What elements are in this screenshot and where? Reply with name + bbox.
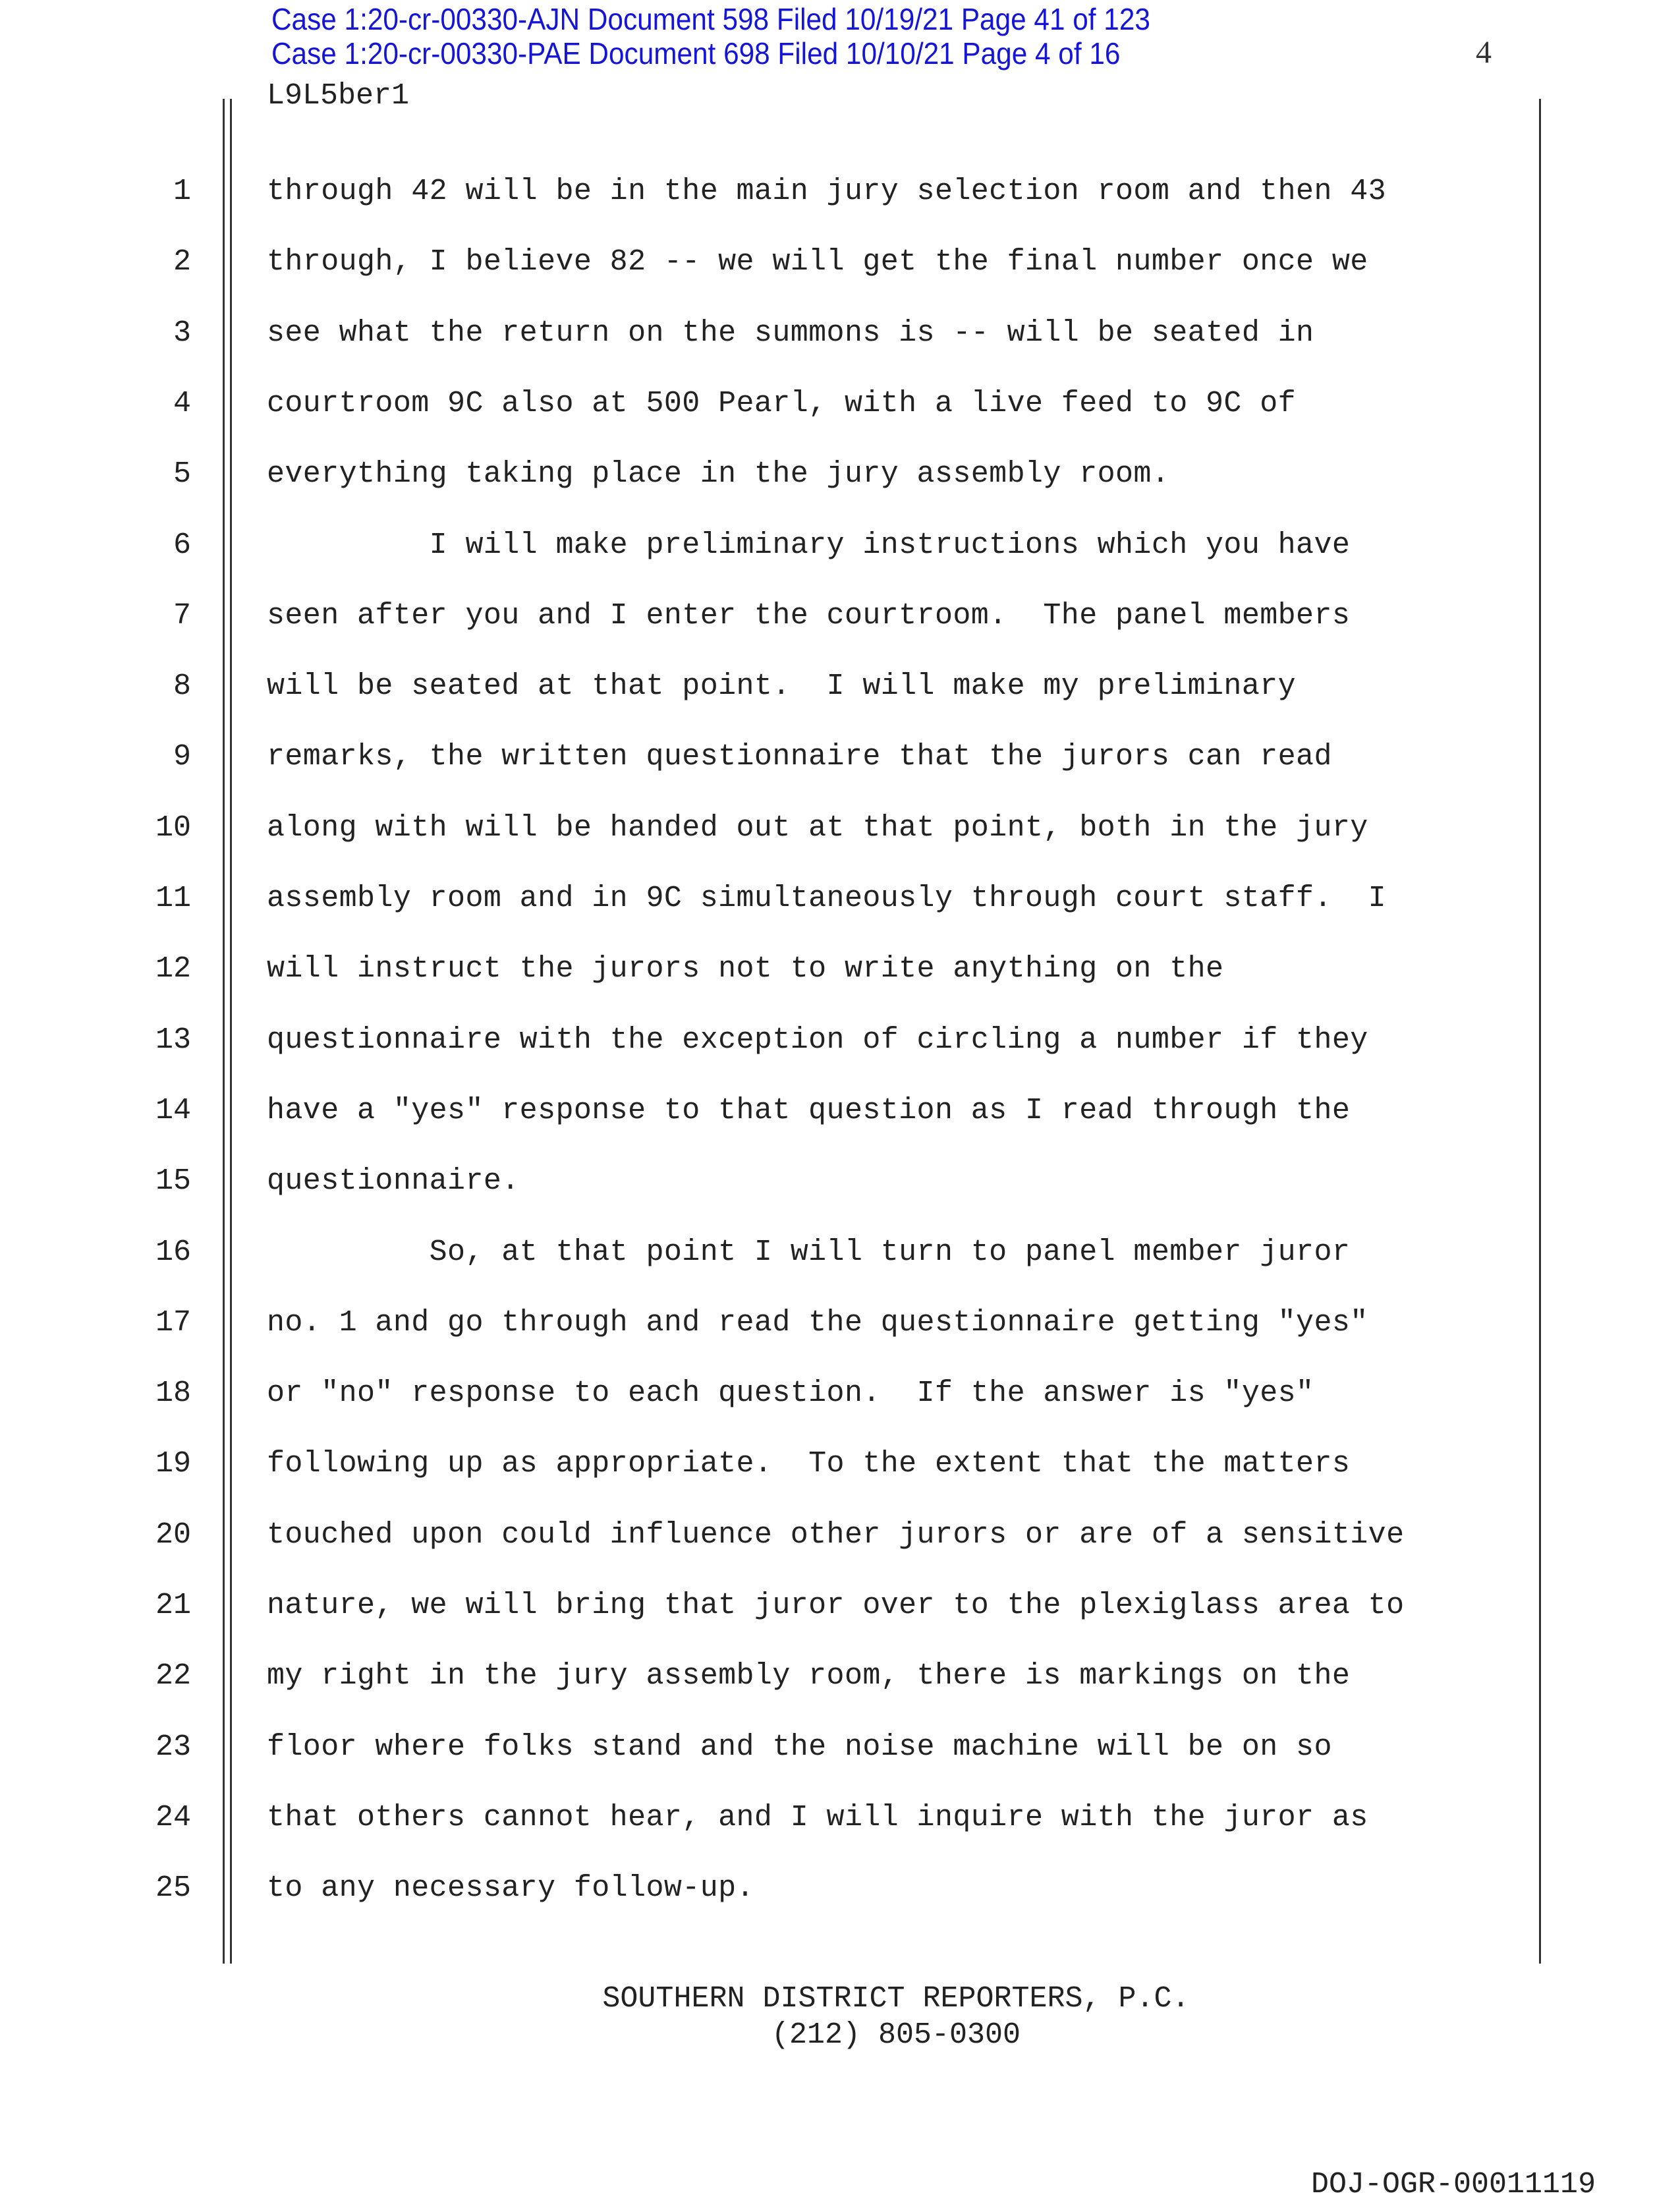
line-number: 11	[155, 882, 191, 915]
transcript-line: courtroom 9C also at 500 Pearl, with a live feed to 9C of	[267, 386, 1297, 420]
line-number: 25	[155, 1871, 191, 1906]
line-number: 23	[155, 1730, 191, 1764]
line-number: 24	[155, 1800, 191, 1834]
margin-line	[1539, 99, 1541, 1964]
page-number: 4	[1476, 35, 1492, 70]
line-number: 7	[173, 598, 191, 633]
line-number: 14	[155, 1093, 191, 1127]
line-number: 5	[173, 457, 191, 492]
line-number: 15	[155, 1164, 191, 1199]
filing-stamp-overlay: Case 1:20-cr-00330-PAE Document 698 Filed 10/10/21 Page 4 of 16	[271, 36, 1121, 71]
transcript-line: or "no" response to each question. If the answer is "yes"	[267, 1376, 1314, 1411]
transcript-line: to any necessary follow-up.	[267, 1871, 754, 1906]
transcript-line: floor where folks stand and the noise machine will be on so	[267, 1730, 1332, 1764]
transcript-line: my right in the jury assembly room, there is markings on the	[267, 1659, 1351, 1693]
line-number: 4	[173, 386, 191, 420]
transcript-line: see what the return on the summons is -- will be seated in	[267, 316, 1314, 350]
transcript-line: So, at that point I will turn to panel member juror	[267, 1235, 1351, 1269]
transcript-line: touched upon could influence other jurors or are of a sensitive	[267, 1517, 1405, 1552]
line-number: 6	[173, 528, 191, 562]
line-number: 12	[155, 952, 191, 986]
line-number: 13	[155, 1023, 191, 1057]
transcript-line: will be seated at that point. I will make my preliminary	[267, 669, 1297, 704]
line-number: 21	[155, 1589, 191, 1622]
transcript-line: through 42 will be in the main jury selection room and then 43	[267, 175, 1387, 208]
filing-stamp: Case 1:20-cr-00330-AJN Document 598 Filed 10/19/21 Page 41 of 123	[271, 2, 1150, 36]
transcript-line: remarks, the written questionnaire that the jurors can read	[267, 740, 1332, 774]
transcript-line: will instruct the jurors not to write anything on the	[267, 952, 1224, 986]
transcript-line: seen after you and I enter the courtroom. The panel members	[267, 598, 1351, 633]
transcript-line: everything taking place in the jury assembly room.	[267, 457, 1170, 492]
reporter-name: SOUTHERN DISTRICT REPORTERS, P.C.	[602, 1982, 1190, 2016]
transcript-line: have a "yes" response to that question as I read through the	[267, 1093, 1351, 1127]
reporter-phone: (212) 805-0300	[771, 2018, 1021, 2052]
transcript-line: along with will be handed out at that point, both in the jury	[267, 810, 1368, 845]
transcript-line: following up as appropriate. To the extent that the matters	[267, 1447, 1351, 1481]
line-number: 2	[173, 245, 191, 279]
line-number: 3	[173, 316, 191, 350]
transcript-line: through, I believe 82 -- we will get the final number once we	[267, 245, 1368, 279]
line-number: 8	[173, 669, 191, 704]
transcript-line: questionnaire with the exception of circling a number if they	[267, 1023, 1368, 1057]
line-number: 19	[155, 1447, 191, 1481]
line-number: 17	[155, 1305, 191, 1340]
bates-number: DOJ-OGR-00011119	[1311, 2168, 1596, 2201]
transcript-line: I will make preliminary instructions which you have	[267, 528, 1351, 562]
line-number: 22	[155, 1659, 191, 1693]
line-number: 1	[173, 175, 191, 208]
line-number: 9	[173, 740, 191, 774]
transcript-id: L9L5ber1	[267, 79, 410, 113]
transcript-line: questionnaire.	[267, 1164, 520, 1199]
margin-line	[230, 99, 232, 1964]
margin-line	[223, 99, 225, 1964]
line-number: 20	[155, 1517, 191, 1552]
line-number: 10	[155, 810, 191, 845]
transcript-line: assembly room and in 9C simultaneously through court staff. I	[267, 882, 1387, 915]
transcript-line: no. 1 and go through and read the questionnaire getting "yes"	[267, 1305, 1368, 1340]
transcript-line: that others cannot hear, and I will inquire with the juror as	[267, 1800, 1368, 1834]
transcript-line: nature, we will bring that juror over to the plexiglass area to	[267, 1589, 1405, 1622]
line-number: 16	[155, 1235, 191, 1269]
line-number: 18	[155, 1376, 191, 1411]
